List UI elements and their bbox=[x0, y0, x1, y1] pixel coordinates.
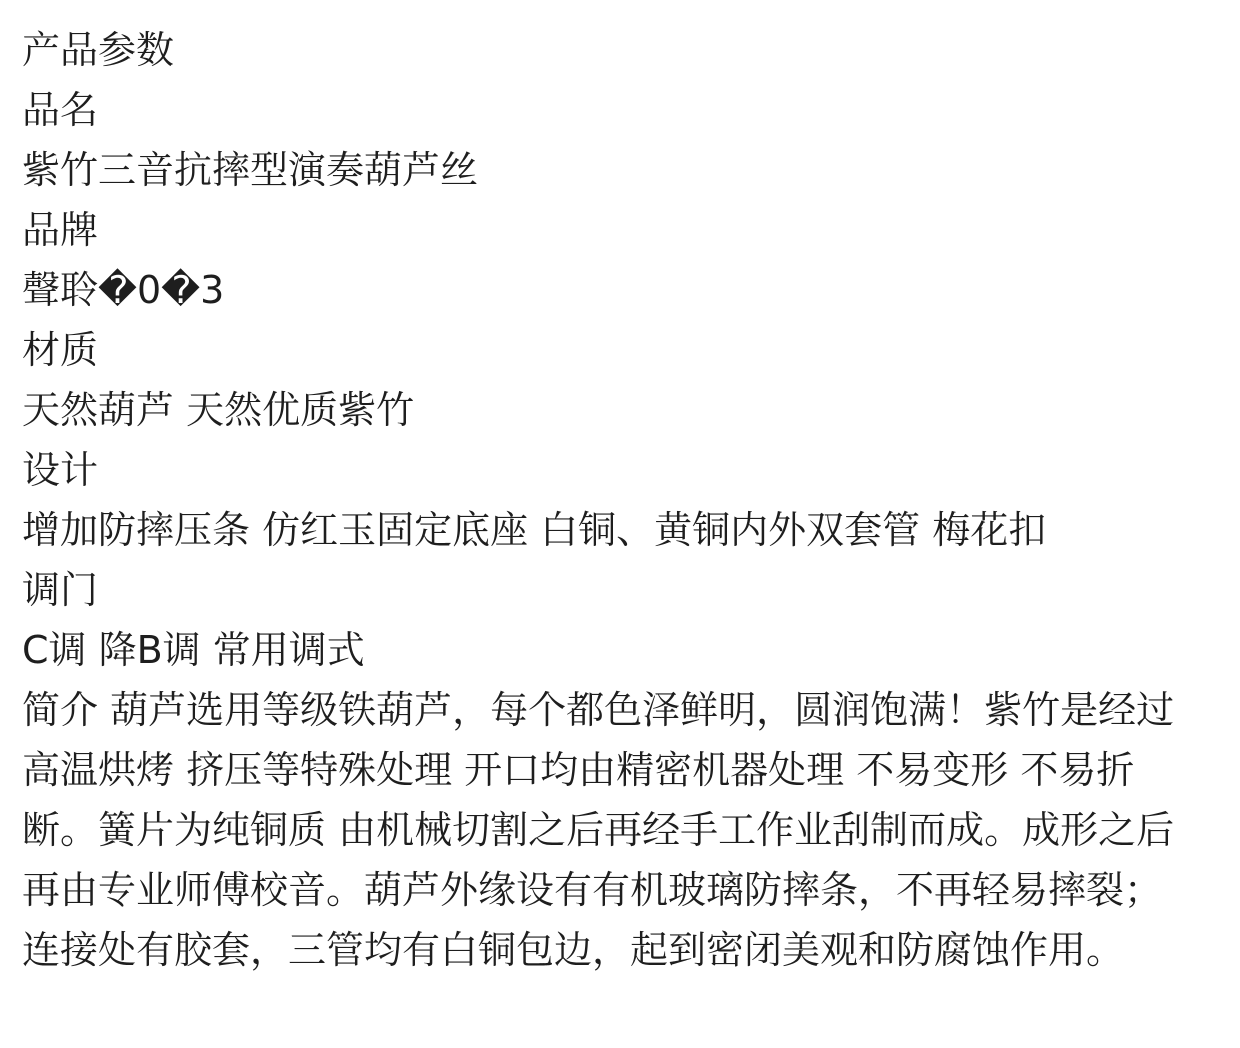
value-material: 天然葫芦 天然优质紫竹 bbox=[22, 388, 415, 432]
label-material: 材质 bbox=[22, 328, 99, 372]
label-product-name: 品名 bbox=[22, 88, 99, 132]
intro-line: 高温烘烤 挤压等特殊处理 开口均由精密机器处理 不易变形 不易折 bbox=[22, 748, 1135, 792]
product-spec-document bbox=[22, 20, 1237, 980]
intro-line: 再由专业师傅校音。葫芦外缘设有有机玻璃防摔条，不再轻易摔裂； bbox=[22, 868, 1163, 912]
label-key: 调门 bbox=[22, 568, 99, 612]
label-brand: 品牌 bbox=[22, 208, 99, 252]
intro-paragraph bbox=[22, 680, 1237, 980]
label-design: 设计 bbox=[22, 448, 99, 492]
intro-line: 断。簧片为纯铜质 由机械切割之后再经手工作业刮制而成。成形之后 bbox=[22, 808, 1175, 852]
value-design: 增加防摔压条 仿红玉固定底座 白铜、黄铜内外双套管 梅花扣 bbox=[22, 508, 1047, 552]
value-key: C调 降B调 常用调式 bbox=[22, 628, 365, 672]
value-brand: 聲聆�0�3 bbox=[22, 268, 225, 312]
value-product-name: 紫竹三音抗摔型演奏葫芦丝 bbox=[22, 148, 479, 192]
intro-line: 连接处有胶套，三管均有白铜包边，起到密闭美观和防腐蚀作用。 bbox=[22, 928, 1125, 972]
section-heading-product-params: 产品参数 bbox=[22, 28, 175, 72]
intro-line: 简介 葫芦选用等级铁葫芦，每个都色泽鲜明，圆润饱满！紫竹是经过 bbox=[22, 688, 1175, 732]
